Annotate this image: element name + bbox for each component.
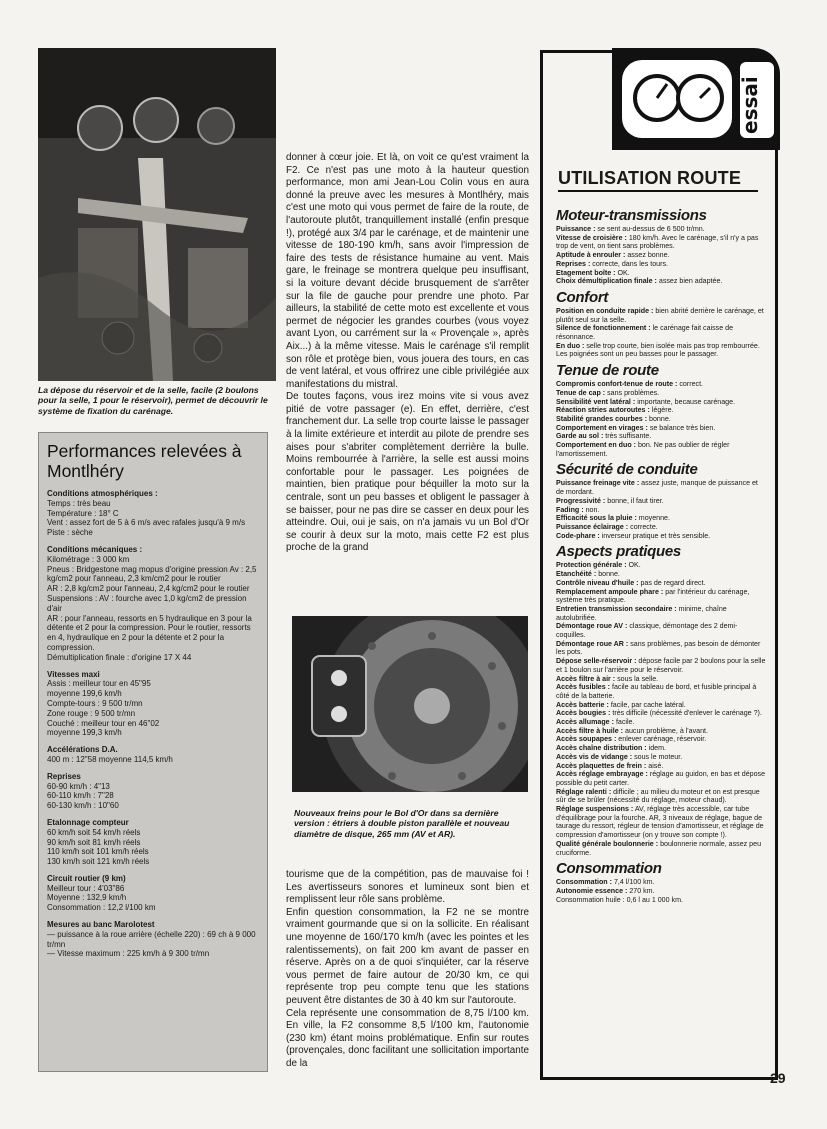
performance-group (47, 745, 259, 765)
performance-line: Pneus : Bridgestone mag mopus d'origine pression Av : 2,5 kg/cm2 pour l'anneau, 2,3 km/cm2 pour le routier (47, 564, 257, 584)
performance-line: AR : 2,8 kg/cm2 pour l'anneau, 2,4 kg/cm2 pour le routier (47, 584, 250, 594)
sidebar-item-key: Stabilité grandes courbes : (556, 414, 648, 423)
sidebar-item-value: bien abrité derrière le carénage, et plutôt seul sur la selle. (556, 306, 764, 324)
sidebar-item-value: 7,4 l/100 km. (611, 878, 655, 887)
performance-line: 400 m : 12"58 moyenne 114,5 km/h (47, 754, 173, 764)
performance-line: Consommation : 12,2 l/100 km (47, 903, 156, 913)
photo-frame-caption: La dépose du réservoir et de la selle, facile (2 boulons pour la selle, 1 pour le réservoir), permet de découvrir le système de fixation du carénage. (38, 385, 268, 416)
sidebar-item (556, 234, 766, 251)
sidebar-item-value: moyenne. (636, 514, 670, 523)
sidebar-item-key: En duo : (556, 341, 585, 350)
performance-group (47, 920, 259, 959)
sidebar-item-value: se sent au-dessus de 6 500 tr/mn. (595, 225, 705, 233)
performance-title: Performances relevées à Montlhéry (47, 441, 242, 481)
performance-group (47, 818, 259, 867)
sidebar-item-key: Démontage roue AR : (556, 639, 629, 648)
sidebar-item-key: Accès filtre à air : (556, 674, 616, 683)
sidebar-item-key: Réglage suspensions : (556, 805, 634, 814)
performance-line: Moyenne : 132,9 km/h (47, 893, 127, 903)
motorcycle-frame-image (38, 48, 276, 381)
sidebar-item-value: non. (583, 505, 600, 514)
sidebar-item-key: Reprises : (556, 259, 591, 268)
performance-group (47, 874, 259, 913)
sidebar-item-value: classique, démontage des 2 demi-coquilles. (556, 622, 738, 640)
sidebar-item (556, 514, 766, 523)
sidebar-item-key: Compromis confort-tenue de route : (556, 380, 678, 389)
performance-line: — puissance à la roue arrière (échelle 220) : 69 ch à 9 000 tr/mn (47, 929, 256, 949)
sidebar-item-value: très difficile (nécessité d'enlever le carénage ?). (610, 709, 762, 718)
article-paragraph: Cela représente une consommation de 8,75 l/100 km. En ville, la F2 consomme 8,5 l/100 km, l'autonomie (230 km) étant moins problématique. Enfin sur routes (provençales, donc facilitant une sollicitation importante de la (286, 1007, 529, 1069)
sidebar-item-key: Entretien transmission secondaire : (556, 604, 677, 613)
sidebar-item-value: OK. (626, 561, 641, 570)
sidebar-item (556, 432, 766, 441)
sidebar-item-key: Dépose selle-réservoir : (556, 657, 637, 666)
sidebar-utilisation-route (540, 50, 778, 1080)
sidebar-item-value: facile. (613, 718, 635, 727)
sidebar-item-key: Qualité générale boulonnerie : (556, 839, 659, 848)
sidebar-item (556, 415, 766, 424)
sidebar-item-value: importante, because carénage. (635, 397, 736, 406)
sidebar-item-value: correct. (677, 380, 704, 389)
performance-line: 60 km/h soit 54 km/h réels (47, 827, 141, 837)
sidebar-item (556, 896, 766, 905)
sidebar-item (556, 225, 766, 234)
sidebar-item (556, 788, 766, 805)
performance-group-heading: Conditions atmosphériques : (47, 489, 158, 498)
sidebar-item-key: Accès plaquettes de frein : (556, 761, 647, 770)
sidebar-item-key: Puissance : (556, 225, 596, 233)
sidebar-item (556, 657, 766, 674)
performance-line: moyenne 199,3 km/h (47, 728, 122, 738)
performance-line: 90 km/h soit 81 km/h réels (47, 837, 141, 847)
performance-line: Assis : meilleur tour en 45"95 (47, 679, 151, 689)
sidebar-item-key: Accès réglage embrayage : (556, 770, 648, 779)
sidebar-item-value: AV, réglage très accessible, car tube d'équilibrage pour la fourche. AR, 3 niveaux de réglage, bague de taurage du ressort, régleur de tension d'amortisseur, et réglage de compression d'amortisseur (on y trouve son compte !). (556, 805, 764, 840)
sidebar-item-value: idem. (646, 744, 666, 753)
performance-line: AR : pour l'anneau, ressorts en 5 hydraulique en 3 pour la détente et 2 pour la compression. Pour le routier, ressorts en 4, hydraulique en 2 pour la détente et 2 pour la compression. (47, 613, 252, 652)
photo-brakes (292, 616, 528, 792)
sidebar-item-key: Code-phare : (556, 531, 600, 540)
performance-line: Température : 18° C (47, 508, 119, 518)
sidebar-item-key: Silence de fonctionnement : (556, 324, 651, 333)
sidebar-item-value: sous le moteur. (632, 752, 683, 761)
performance-line: — Vitesse maximum : 225 km/h à 9 300 tr/mn (47, 949, 210, 959)
performance-group-heading: Reprises (47, 771, 81, 781)
sidebar-item-key: Aptitude à enrouler : (556, 251, 626, 260)
sidebar-item-key: Accès fusibles : (556, 683, 611, 692)
sidebar-item-value: OK. (615, 268, 630, 277)
sidebar-item (556, 605, 766, 622)
sidebar-item-key: Autonomie essence : (556, 887, 628, 895)
sidebar-item (556, 561, 766, 570)
sidebar-section-heading: Confort (556, 288, 609, 306)
article-paragraph: tourisme que de la compétition, pas de mauvaise foi ! Les avertisseurs sonores et lumineux sont bien et remplissent leur rôle sans problème. (286, 869, 529, 906)
sidebar-item-value: aucun problème, à l'avant. (623, 726, 708, 735)
sidebar-item-key: Accès vis de vidange : (556, 752, 633, 761)
essai-badge-text: essai (738, 76, 762, 134)
sidebar-item-value: 270 km. (627, 887, 655, 895)
sidebar-item-key: Accès batterie : (556, 700, 609, 709)
sidebar-item-value: Consommation huile : 0,6 l au 1 000 km. (556, 895, 683, 904)
sidebar-item-key: Démontage roue AV : (556, 622, 628, 631)
sidebar-title: UTILISATION ROUTE (558, 168, 742, 188)
performance-line: Temps : très beau (47, 498, 111, 508)
sidebar-item (556, 479, 766, 496)
sidebar-section-heading: Moteur-transmissions (556, 207, 707, 224)
sidebar-item (556, 532, 766, 541)
sidebar-item (556, 622, 766, 639)
sidebar-item (556, 398, 766, 407)
sidebar-item (556, 762, 766, 771)
photo-motorcycle-frame (38, 48, 276, 381)
sidebar-item (556, 570, 766, 579)
sidebar-item-key: Efficacité sous la pluie : (556, 514, 637, 523)
sidebar-item-value: correcte, dans les tours. (590, 259, 668, 268)
sidebar-item-key: Puissance éclairage : (556, 522, 629, 531)
performance-group-heading: Vitesses maxi (47, 669, 100, 679)
sidebar-item (556, 523, 766, 532)
performance-line: 60-130 km/h : 10"60 (47, 801, 119, 811)
performance-line: Vent : assez fort de 5 à 6 m/s avec rafales jusqu'à 9 m/s (47, 518, 246, 528)
page-number: 29 (770, 1070, 786, 1086)
performance-line: Kilométrage : 3 000 km (47, 554, 130, 564)
sidebar-item (556, 506, 766, 515)
sidebar-section-heading: Tenue de route (556, 362, 659, 380)
sidebar-item-value: enlever carénage, réservoir. (616, 735, 707, 744)
sidebar-item-value: assez bonne. (625, 251, 670, 260)
sidebar-item (556, 324, 766, 341)
sidebar-item-key: Accès soupapes : (556, 735, 617, 744)
sidebar-item (556, 675, 766, 684)
sidebar-item-value: sans problèmes. (605, 388, 660, 397)
sidebar-item (556, 260, 766, 269)
article-column-bottom (286, 869, 529, 1071)
sidebar-item-key: Progressivité : (556, 496, 606, 505)
performance-line: 60-110 km/h : 7"28 (47, 791, 114, 801)
sidebar-item-key: Protection générale : (556, 561, 627, 570)
sidebar-item-value: légère. (649, 406, 674, 415)
performance-group (47, 670, 259, 739)
sidebar-item-value: par l'intérieur du carénage, système très pratique. (556, 587, 750, 605)
sidebar-item-key: Garde au sol : (556, 432, 604, 441)
sidebar-item (556, 878, 766, 887)
sidebar-section-heading: Aspects pratiques (556, 543, 681, 561)
article-paragraph: Enfin question consommation, la F2 ne se montre vraiment gourmande que si on la sollicite. En réalisant une moyenne de 160/170 km/h (avec les pointes et les ralentissements), on fait 200 km avant de passer en réserve. Après on a de quoi s'inquiéter, car la réserve vous permet de faire autour de 20/30 km, ce qui représente trop peu compte tenu que les stations peuvent être distantes de 30 à 40 km sur l'autoroute. (286, 906, 529, 1006)
performance-line: 60-90 km/h : 4"13 (47, 781, 110, 791)
brake-disc-image (292, 616, 528, 792)
sidebar-item (556, 744, 766, 753)
sidebar-item-value: boulonnerie normale, assez peu cruciforme. (556, 839, 762, 857)
sidebar-item-value: assez juste, manque de puissance et de mordant. (556, 479, 758, 497)
sidebar-title-rule (558, 190, 758, 192)
performance-line: Meilleur tour : 4'03"86 (47, 883, 125, 893)
performance-group-heading: Accélérations D.A. (47, 745, 118, 755)
sidebar-item-value: bon. Ne pas oublier de régler l'amortissement. (556, 441, 730, 458)
sidebar-item (556, 307, 766, 324)
sidebar-item-key: Etagement boîte : (556, 268, 616, 277)
sidebar-section-heading: Sécurité de conduite (556, 461, 698, 479)
sidebar-item (556, 441, 766, 458)
sidebar-item-value: selle trop courte, bien isolée mais pas trop rembourrée. Les poignées sont un peu basses pour le passager. (556, 341, 760, 359)
sidebar-item (556, 277, 766, 286)
sidebar-item-value: très suffisante. (603, 432, 652, 441)
performance-line: moyenne 199,6 km/h (47, 689, 122, 699)
sidebar-item (556, 424, 766, 433)
sidebar-item (556, 406, 766, 415)
sidebar-item-key: Choix démultiplication finale : (556, 277, 657, 286)
sidebar-item-value: aisé. (646, 761, 664, 770)
performance-group (47, 489, 259, 538)
performance-line: Suspensions : AV : fourche avec 1,0 kg/cm2 de pression d'air (47, 593, 247, 613)
sidebar-item (556, 683, 766, 700)
performance-box (38, 432, 268, 1072)
sidebar-item-key: Comportement en virages : (556, 423, 648, 432)
sidebar-item (556, 588, 766, 605)
sidebar-item-value: réglage au guidon, en bas et dépose possible du petit carter. (556, 770, 766, 787)
sidebar-item-value: facile au tableau de bord, et fusible principal à côté de la batterie. (556, 683, 757, 700)
sidebar-item (556, 887, 766, 896)
sidebar-item-value: minime, chaîne autolubrifiée. (556, 604, 727, 622)
performance-group-heading: Mesures au banc Marolotest (47, 920, 155, 930)
sidebar-item-value: facile, par cache latéral. (608, 700, 686, 709)
sidebar-item-key: Vitesse de croisière : (556, 233, 627, 242)
sidebar-item-key: Remplacement ampoule phare : (556, 587, 664, 596)
sidebar-item (556, 579, 766, 588)
performance-group (47, 545, 259, 663)
performance-line: 130 km/h soit 121 km/h réels (47, 857, 150, 867)
sidebar-item-key: Sensibilité vent latéral : (556, 397, 636, 406)
sidebar-item-value: inverseur pratique et très sensible. (599, 531, 711, 540)
sidebar-item (556, 389, 766, 398)
sidebar-item-key: Puissance freinage vite : (556, 479, 640, 488)
performance-line: Compte-tours : 9 500 tr/mn (47, 698, 143, 708)
sidebar-item-value: sans problèmes, pas besoin de démonter les pots. (556, 639, 761, 657)
performance-group-heading: Etalonnage compteur (47, 817, 129, 827)
sidebar-item-value: dépose facile par 2 boulons pour la selle et 1 boulon sur l'arrière pour le réservoir. (556, 657, 766, 674)
performance-group-heading: Circuit routier (9 km) (47, 873, 126, 883)
sidebar-item-key: Etanchéité : (556, 570, 597, 579)
sidebar-item (556, 380, 766, 389)
performance-line: 110 km/h soit 101 km/h réels (47, 847, 149, 857)
sidebar-item-value: difficile ; au milieu du moteur et on est presque sûr de se brûler (nécessité du réglage, moteur chaud). (556, 787, 760, 805)
sidebar-item-value: bonne. (647, 414, 671, 423)
sidebar-item (556, 251, 766, 260)
sidebar-item-value: correcte. (628, 522, 658, 531)
sidebar-section-heading: Consommation (556, 860, 662, 878)
sidebar-item (556, 269, 766, 278)
sidebar-item-key: Accès allumage : (556, 718, 614, 727)
sidebar-item (556, 805, 766, 840)
sidebar-item-key: Accès chaîne distribution : (556, 744, 647, 753)
performance-group-heading: Conditions mécaniques : (47, 544, 143, 554)
dashboard-logo-icon (612, 48, 780, 150)
sidebar-item-value: pas de regard direct. (638, 578, 706, 587)
sidebar-item (556, 735, 766, 744)
sidebar-item-key: Consommation : (556, 878, 612, 887)
sidebar-item (556, 497, 766, 506)
sidebar-item (556, 640, 766, 657)
sidebar-item-value: bonne, il faut tirer. (605, 496, 664, 505)
essai-badge (612, 48, 780, 150)
sidebar-item (556, 709, 766, 718)
sidebar-item-key: Position en conduite rapide : (556, 306, 654, 315)
sidebar-item-key: Réglage ralenti : (556, 787, 612, 796)
performance-line: Démultiplication finale : d'origine 17 X 44 (47, 652, 192, 662)
sidebar-item (556, 342, 766, 359)
sidebar-item-key: Contrôle niveau d'huile : (556, 578, 639, 587)
article-column-top (286, 152, 529, 555)
sidebar-item-value: se balance très bien. (647, 423, 716, 432)
sidebar-item-key: Comportement en duo : (556, 441, 636, 450)
sidebar-item-value: 180 km/h. Avec le carénage, s'il n'y a pas trop de vent, on tient sans problèmes. (556, 233, 759, 251)
sidebar-item (556, 770, 766, 787)
sidebar-item-value: sous la selle. (615, 674, 659, 683)
performance-line: Couché : meilleur tour en 46"02 (47, 718, 160, 728)
sidebar-body (556, 204, 766, 904)
article-paragraph: De toutes façons, vous irez moins vite si vous avez pitié de votre passager (e). En effet, derrière, c'est franchement dur. La selle trop courte laisse le passager à la limite extérieure et interdit au pilote de prendre ses aises pour s'abriter complètement derrière la bulle. Moins rembourrée à l'arrière, la selle est aussi moins confortable pour le passager. Les poignées de maintien, bien pratique pour béquiller la moto sur la centrale, sont un peu basses et obligent le passager à se baisser, pour ne pas dire se casser en deux pour les atteindre. Oui, oui je sais, on n'a jamais vu un Bol d'Or se courir à deux sur la moto, mais cette F2 est plus proche de la grand (286, 391, 529, 554)
sidebar-item-key: Fading : (556, 505, 584, 514)
sidebar-item-key: Accès filtre à huile : (556, 726, 624, 735)
sidebar-item (556, 840, 766, 857)
sidebar-item (556, 701, 766, 710)
performance-groups (47, 489, 259, 959)
performance-line: Zone rouge : 9 500 tr/mn (47, 708, 136, 718)
sidebar-item-value: assez bien adaptée. (656, 277, 723, 286)
performance-line: Piste : sèche (47, 528, 93, 538)
sidebar-item-value: le carénage fait caisse de résonnance. (556, 324, 734, 342)
sidebar-item (556, 753, 766, 762)
sidebar-item-key: Tenue de cap : (556, 388, 606, 397)
article-paragraph: donner à cœur joie. Et là, on voit ce qu'est vraiment la F2. Ce n'est pas une moto à la hauteur question performance, mon ami Jean-Lou Colin vous en aura donné la preuve avec les mesures à Montlhéry, mais c'est une moto qui vous permet de faire de la route, de l'autoroute plutôt, tranquillement installé (enfin presque !), protégé aux 3/4 par le carénage, et de maintenir une vitesse de 180-190 km/h, sans avoir l'impression de faire des tests de résistance humaine au vent. Mais gare, le freinage se montrera quelque peu insuffisant, si la voiture devant décide brusquement de s'arrêter sur la file de gauche pour prendre une photo. Par ailleurs, la stabilité de cette moto est excellente et vous permet de négocier les grandes courbes (vous voyez avant Lyon, ou carrément sur la « Provençale », après Aix...) à la même vitesse. Mais le carénage s'il remplit son rôle et protège bien, vous jouera des tours, en cas de vent latéral, et vous offrirez une cible privilégiée aux manifestations du mistral. (286, 152, 529, 390)
performance-group (47, 772, 259, 811)
sidebar-item (556, 718, 766, 727)
sidebar-item-key: Réaction stries autoroutes : (556, 406, 650, 415)
sidebar-item-key: Accès bougies : (556, 709, 611, 718)
sidebar-item (556, 727, 766, 736)
photo-brakes-caption: Nouveaux freins pour le Bol d'Or dans sa dernière version : étriers à double piston parallèle et nouveau diamètre de disque, 265 mm (AV et AR). (294, 808, 510, 839)
sidebar-item-value: bonne. (596, 570, 620, 579)
